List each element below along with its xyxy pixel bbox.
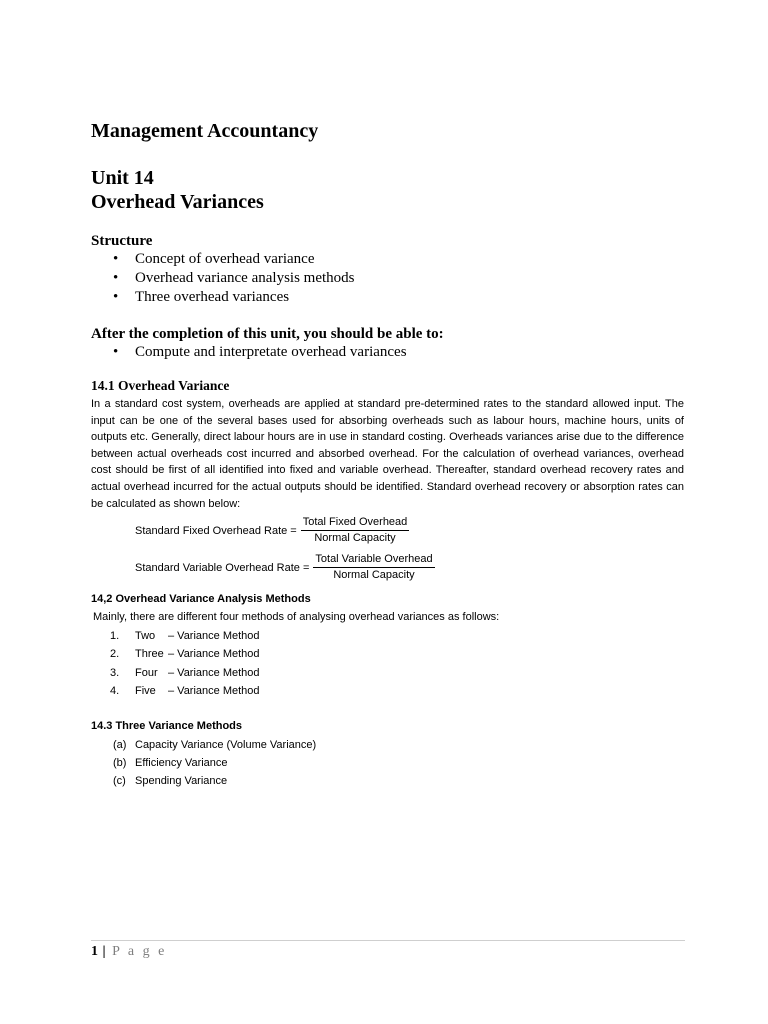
method-desc: – Variance Method: [168, 684, 260, 697]
section-2-intro: Mainly, there are different four methods of analysing overhead variances as follows:: [93, 611, 500, 623]
bullet-icon: •: [113, 251, 119, 267]
page-number: 1: [91, 944, 98, 959]
method-name: Three: [135, 648, 164, 661]
page-footer: [91, 943, 167, 961]
method-desc: – Variance Method: [168, 630, 260, 642]
list-letter: (a): [113, 739, 127, 751]
section-2-heading: 14,2 Overhead Variance Analysis Methods: [91, 593, 311, 605]
list-number: 1.: [110, 630, 120, 642]
structure-list: [91, 250, 355, 307]
method-desc: – Variance Method: [168, 648, 260, 661]
formula-numerator: Total Fixed Overhead: [301, 516, 410, 531]
bullet-icon: •: [113, 289, 119, 305]
formula-denominator: Normal Capacity: [333, 569, 415, 581]
document-title: Management Accountancy: [91, 120, 319, 142]
bullet-icon: •: [113, 270, 119, 286]
list-item-text: Three overhead variances: [135, 289, 290, 305]
method-name: Four: [135, 666, 158, 679]
fixed-overhead-rate-formula: [135, 516, 409, 545]
list-item-text: Overhead variance analysis methods: [135, 270, 355, 286]
formula-label: Standard Variable Overhead Rate =: [135, 561, 310, 574]
list-item-text: Capacity Variance (Volume Variance): [135, 739, 317, 751]
list-number: 2.: [110, 648, 120, 661]
section-1-paragraph: In a standard cost system, overheads are applied at standard pre-determined rates to the standard allowed input. The input can be one of the several bases used for absorbing overheads such as labour hours, machine hours, units of outputs etc. Generally, direct labour hours are in use in standard costing. Overheads variances arise due to the difference between actual overheads cost incurred and absorbed overhead. For the calculation of overhead variances, overhead cost should be first of all identified into fixed and variable overhead. Thereafter, standard overhead recovery rates and actual overhead incurred for the actual outputs should be identified. Standard overhead recovery or absorption rates can be calculated as shown below:: [91, 398, 684, 510]
bullet-icon: •: [113, 344, 119, 360]
outcomes-heading: After the completion of this unit, you should be able to:: [91, 326, 444, 342]
list-item: [91, 288, 355, 307]
list-item: [91, 250, 355, 269]
method-name: Five: [135, 684, 156, 697]
method-desc: – Variance Method: [168, 666, 260, 679]
section-3-heading: 14.3 Three Variance Methods: [91, 720, 243, 732]
unit-number: Unit 14: [91, 167, 154, 189]
unit-title: Overhead Variances: [91, 191, 264, 213]
section-1-heading: 14.1 Overhead Variance: [91, 378, 230, 393]
formula-label: Standard Fixed Overhead Rate =: [135, 524, 297, 537]
formula-numerator: Total Variable Overhead: [313, 553, 434, 568]
method-name: Two: [135, 630, 156, 642]
structure-heading: Structure: [91, 233, 153, 249]
footer-divider: [91, 940, 685, 941]
page-label: P a g e: [112, 944, 167, 959]
list-letter: (b): [113, 757, 127, 769]
list-item-text: Spending Variance: [135, 775, 228, 787]
list-number: 3.: [110, 666, 120, 679]
list-item: [91, 269, 355, 288]
list-letter: (c): [113, 775, 126, 787]
variable-overhead-rate-formula: [135, 553, 435, 582]
list-number: 4.: [110, 684, 120, 697]
list-item-text: Concept of overhead variance: [135, 251, 315, 267]
list-item: [91, 343, 407, 362]
formula-denominator: Normal Capacity: [314, 532, 396, 544]
list-item-text: Compute and interpretate overhead variances: [135, 344, 407, 360]
outcomes-list: [91, 343, 407, 362]
formula-fraction: [301, 516, 410, 545]
footer-separator: |: [102, 944, 106, 959]
formula-fraction: [313, 553, 434, 582]
list-item-text: Efficiency Variance: [135, 757, 228, 769]
